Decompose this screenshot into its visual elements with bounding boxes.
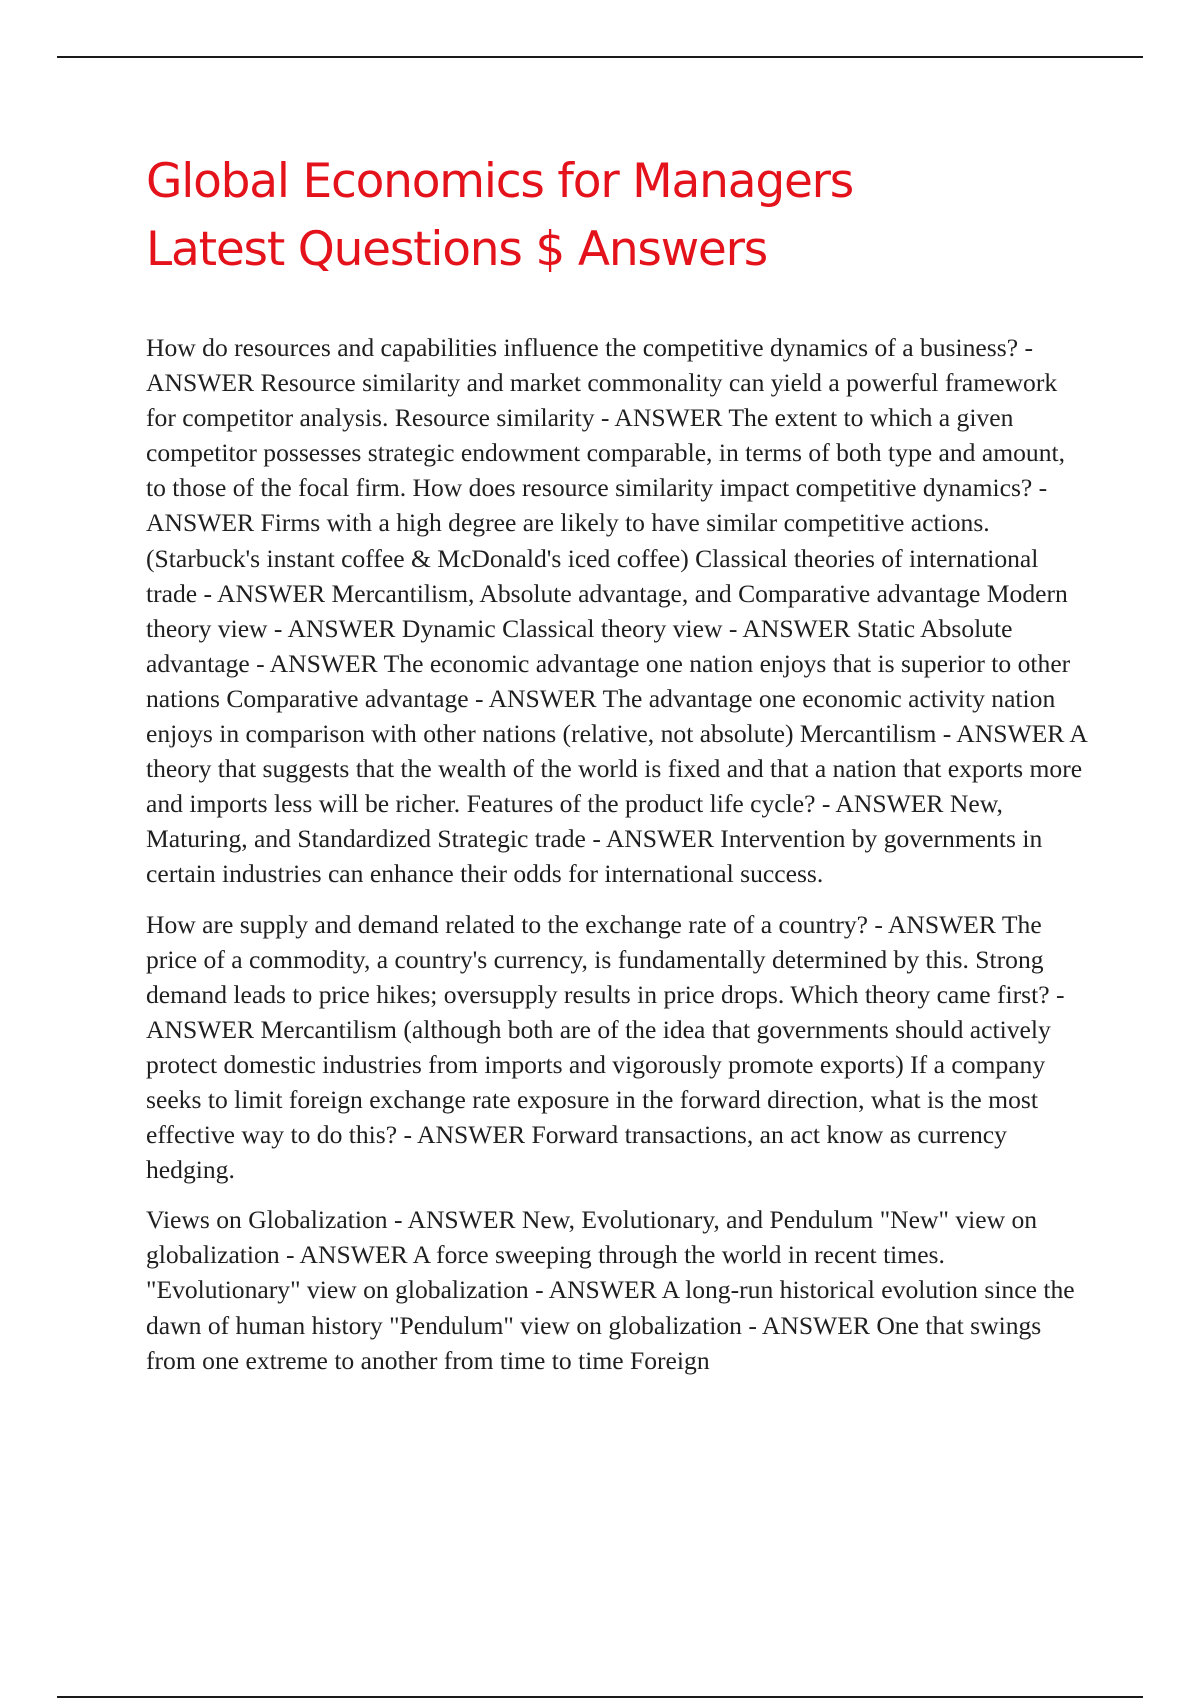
top-rule — [57, 56, 1143, 58]
paragraph-2: How are supply and demand related to the exchange rate of a country? - ANSWER The price of a commodity, a country's currency, is fundamentally determined by this. Strong demand leads to price hikes; oversupply results in price drops. Which theory came first? - ANSWER Mercantilism (although both are of the idea that governments should actively protect domestic industries from imports and vigorously promote exports) If a company seeks to limit foreign exchange rate exposure in the forward direction, what is the most effective way to do this? - ANSWER Forward transactions, an act know as currency hedging. — [146, 909, 1065, 1185]
paragraph-1: How do resources and capabilities influence the competitive dynamics of a business? - ANSWER Resource similarity and market commonality can yield a powerful framework for competitor analysis. Resource similarity - ANSWER The extent to which a given competitor possesses strategic endowment comparable, in terms of both type and amount, to those of the focal firm. How does resource similarity impact competitive dynamics? - ANSWER Firms with a high degree are likely to have similar competitive actions. (Starbuck's instant coffee & McDonald's iced coffee) Classical theories of international trade - ANSWER Mercantilism, Absolute advantage, and Comparative advantage Modern theory view - ANSWER Dynamic Classical theory view - ANSWER Static Absolute advantage - ANSWER The economic advantage one nation enjoys that is superior to other nations Comparative advantage - ANSWER The advantage one economic activity nation enjoys in comparison with other nations (relative, not absolute) Mercantilism - ANSWER A theory that suggests that the wealth of the world is fixed and that a nation that exports more and imports less will be richer. Features of the product life cycle? - ANSWER New, Maturing, and Standardized Strategic trade - ANSWER Intervention by governments in certain industries can enhance their odds for international success. — [146, 333, 1087, 889]
title-line-1: Global Economics for Managers — [146, 154, 854, 209]
paragraph-3: Views on Globalization - ANSWER New, Evolutionary, and Pendulum "New" view on globalization - ANSWER A force sweeping through the world in recent times. "Evolutionary" view on globalization - ANSWER A long-run historical evolution since the dawn of human history "Pendulum" view on globalization - ANSWER One that swings from one extreme to another from time to time Foreign — [146, 1205, 1075, 1375]
bottom-rule — [57, 1696, 1143, 1698]
title-line-2: Latest Questions $ Answers — [146, 222, 768, 277]
document-title — [146, 148, 1106, 284]
document-body — [146, 330, 1090, 1393]
